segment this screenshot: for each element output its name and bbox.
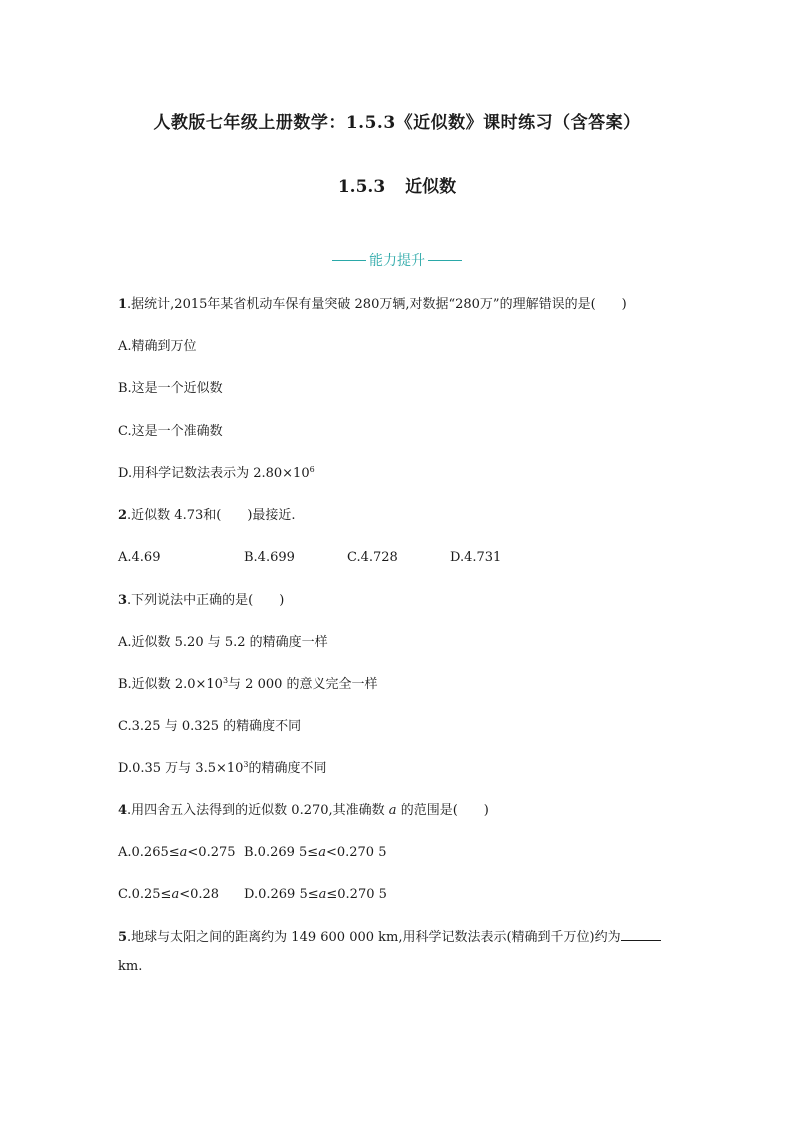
question-number: 1 <box>118 297 128 312</box>
option-text: D.用科学记数法表示为 2.80×10 <box>118 466 310 481</box>
q2-option-b: B.4.699 <box>244 550 295 565</box>
q4-option-d <box>244 886 387 904</box>
q1-option-d <box>118 465 315 483</box>
option-text-tail: 的精确度不同 <box>248 761 327 776</box>
q2-option-d: D.4.731 <box>450 550 502 565</box>
question-number: 2 <box>118 508 128 523</box>
q4-option-b <box>244 844 386 862</box>
option-text-tail: <0.275 <box>187 845 236 860</box>
section-name: 近似数 <box>405 177 457 197</box>
option-text: D.0.35 万与 3.5×10 <box>118 761 244 776</box>
option-text-tail: 与 2 000 的意义完全一样 <box>228 677 378 692</box>
question-text: .地球与太阳之间的距离约为 149 600 000 km,用科学记数法表示(精确到千万位)约为 <box>127 930 621 945</box>
divider-line-left <box>332 260 366 261</box>
q3-option-b <box>118 676 378 694</box>
question-text: .用四舍五入法得到的近似数 0.270,其准确数 <box>127 803 389 818</box>
question-text: .下列说法中正确的是( ) <box>127 593 285 608</box>
q2-option-a: A.4.69 <box>118 550 161 565</box>
q5-unit: km. <box>118 959 143 974</box>
divider-line-right <box>428 260 462 261</box>
question-number: 5 <box>118 930 128 945</box>
document-title: 人教版七年级上册数学：1.5.3《近似数》课时练习（含答案） <box>153 113 641 133</box>
question-5 <box>118 928 661 947</box>
exponent: 3 <box>243 760 249 769</box>
q3-option-c: C.3.25 与 0.325 的精确度不同 <box>118 719 302 734</box>
question-text: .据统计,2015年某省机动车保有量突破 280万辆,对数据“280万”的理解错误的是( ) <box>127 297 627 312</box>
q2-option-c: C.4.728 <box>347 550 398 565</box>
question-number: 4 <box>118 803 128 818</box>
question-3 <box>118 592 284 610</box>
option-text: A.0.265≤ <box>118 845 180 860</box>
q3-option-a: A.近似数 5.20 与 5.2 的精确度一样 <box>118 635 328 650</box>
option-text-tail: <0.28 <box>179 887 220 902</box>
variable: a <box>171 887 180 902</box>
variable: a <box>318 887 327 902</box>
option-text-tail: ≤0.270 5 <box>326 887 387 902</box>
question-text-tail: 的范围是( ) <box>396 803 489 818</box>
answer-blank[interactable] <box>621 928 661 941</box>
variable: a <box>318 845 326 860</box>
q1-option-c: C.这是一个准确数 <box>118 424 223 439</box>
option-text: B.0.269 5≤ <box>244 845 319 860</box>
q4-option-a <box>118 844 236 862</box>
q1-option-a: A.精确到万位 <box>118 339 197 354</box>
exponent: 6 <box>309 465 315 474</box>
variable: a <box>179 845 188 860</box>
exponent: 3 <box>222 676 229 685</box>
option-text: D.0.269 5≤ <box>244 887 319 902</box>
q4-option-c <box>118 886 219 904</box>
subsection-divider <box>0 250 794 270</box>
q3-option-d <box>118 760 327 778</box>
option-text: B.近似数 2.0×10 <box>118 677 223 692</box>
question-1 <box>118 296 627 314</box>
option-text-tail: <0.270 5 <box>325 845 387 860</box>
subsection-label: 能力提升 <box>369 253 425 269</box>
section-title <box>0 172 794 197</box>
question-2 <box>118 507 296 525</box>
question-4 <box>118 802 489 820</box>
variable: a <box>388 803 397 818</box>
question-text: .近似数 4.73和( )最接近. <box>127 508 296 523</box>
option-text: C.0.25≤ <box>118 887 172 902</box>
question-number: 3 <box>118 593 128 608</box>
section-number: 1.5.3 <box>337 177 386 197</box>
q1-option-b: B.这是一个近似数 <box>118 381 223 396</box>
